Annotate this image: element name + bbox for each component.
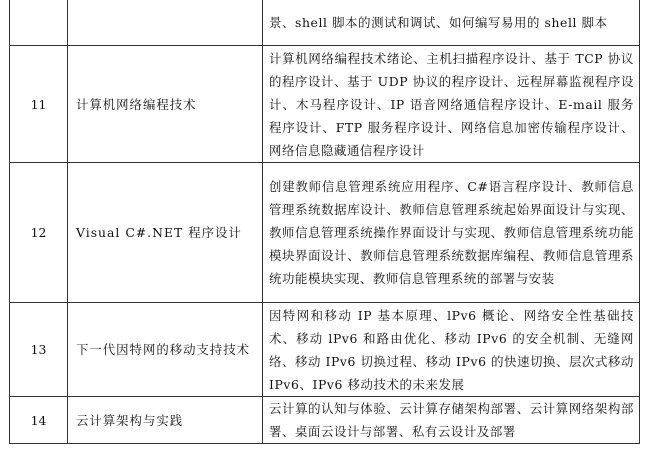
- course-description: 云计算的认知与体验、云计算存储架构部署、云计算网络架构部署、桌面云设计与部署、私有云设计及部署: [263, 397, 640, 444]
- course-table: [9, 0, 640, 444]
- table-row: [10, 46, 640, 163]
- course-name: 云计算架构与实践: [68, 397, 263, 444]
- row-number: 12: [10, 163, 68, 303]
- table-row: [10, 303, 640, 397]
- table-row: [10, 0, 640, 46]
- course-name: Visual C#.NET 程序设计: [68, 163, 263, 303]
- course-name: 计算机网络编程技术: [68, 46, 263, 163]
- course-description: 计算机网络编程技术绪论、主机扫描程序设计、基于 TCP 协议的程序设计、基于 UDP 协议的程序设计、远程屏幕监视程序设计、木马程序设计、IP 语音网络通信程序设计、E-mail 服务程序设计、FTP 服务程序设计、网络信息加密传输程序设计、网络信息隐藏通信程序设计: [263, 46, 640, 163]
- table-row: [10, 163, 640, 303]
- course-description: 景、shell 脚本的测试和调试、如何编写易用的 shell 脚本: [263, 0, 640, 46]
- row-number: [10, 0, 68, 46]
- course-name: 下一代因特网的移动支持技术: [68, 303, 263, 397]
- course-description: 创建教师信息管理系统应用程序、C#语言程序设计、教师信息管理系统数据库设计、教师信息管理系统起始界面设计与实现、教师信息管理系统操作界面设计与实现、教师信息管理系统功能模块界面设计、教师信息管理系统数据库编程、教师信息管理系统功能模块实现、教师信息管理系统的部署与安装: [263, 163, 640, 303]
- course-name: [68, 0, 263, 46]
- row-number: 11: [10, 46, 68, 163]
- row-number: 13: [10, 303, 68, 397]
- table-row: [10, 397, 640, 444]
- course-description: 因特网和移动 IP 基本原理、lPv6 概论、网络安全性基础技术、移动 lPv6 和路由优化、移动 IPv6 的安全机制、无缝网络、移动 IPv6 切换过程、移动 IPv6 的快速切换、层次式移动 IPv6、IPv6 移动技术的未来发展: [263, 303, 640, 397]
- row-number: 14: [10, 397, 68, 444]
